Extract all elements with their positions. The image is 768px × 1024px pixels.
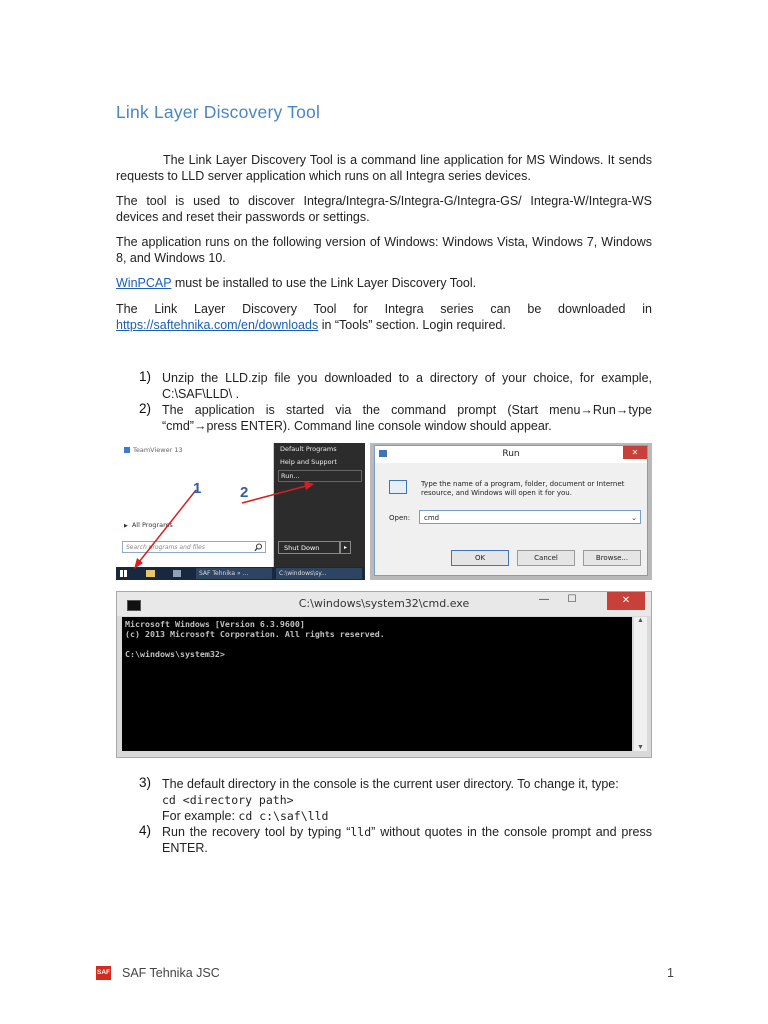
step-2-number: 2) [139,401,152,416]
close-icon[interactable]: ✕ [623,446,647,459]
step-4-text-a: Run the recovery tool by typing “ [162,825,351,839]
step-4-number: 4) [139,823,152,838]
devices-paragraph: The tool is used to discover Integra/Integra-S/Integra-G/Integra-GS/ Integra-W/Integra-WS devices and reset their passwords or settings. [116,194,652,224]
taskbar-browser-button[interactable]: SAF Tehnika » ... [196,568,272,579]
step-3-example-code: cd c:\saf\lld [238,809,329,823]
all-programs-label: All Programs [131,521,173,529]
cancel-button[interactable]: Cancel [517,550,575,566]
close-icon[interactable]: ✕ [607,592,645,610]
download-text: in “Tools” section. Login required. [318,318,506,332]
teamviewer-label: TeamViewer 13 [133,446,183,454]
open-input[interactable] [419,510,641,524]
shutdown-options-button[interactable]: ▸ [340,541,351,554]
scroll-down-icon[interactable]: ▼ [637,744,644,751]
cmd-output [125,619,385,659]
windows-versions-paragraph: The application runs on the following version of Windows: Windows Vista, Windows 7, Windows 8, and Windows 10. [116,235,652,265]
downloads-link[interactable]: https://saftehnika.com/en/downloads [116,318,319,332]
run-window [374,445,648,576]
run-program-icon [389,480,407,494]
download-paragraph-line2 [116,317,652,333]
step-2-text: The application is started via the command prompt (Start menu→Run→type “cmd”→press ENTER). Command line console window should appear. [162,403,652,433]
step-3-text [162,776,652,824]
arrow-2-head [304,481,314,490]
run-title: Run [375,446,647,463]
download-paragraph-line1: The Link Layer Discovery Tool for Integra series can be downloaded in [116,302,652,316]
open-input-value: cmd [424,514,440,522]
run-item[interactable]: Run... [278,470,362,482]
step-3-line-1: The default directory in the console is the current user directory. To change it, type: [162,777,619,791]
browse-button[interactable]: Browse... [583,550,641,566]
step-3-example-label: For example: [162,809,239,823]
arrow-1 [139,490,196,562]
cmd-console[interactable] [122,617,632,751]
step-4-code: lld [350,825,372,839]
triangle-right-icon: ▶ [124,523,128,529]
winpcap-paragraph [116,275,652,291]
start-search-input[interactable]: Search programs and files [122,541,266,553]
annotation-1: 1 [193,480,202,497]
scroll-up-icon[interactable]: ▲ [637,617,644,624]
cmd-window-screenshot [116,591,652,758]
page-number: 1 [667,966,674,980]
start-menu-screenshot [116,443,365,580]
step-4-text-b: ” without quotes in the console prompt and press ENTER. [162,825,652,855]
cmd-line-1: Microsoft Windows [Version 6.3.9600] [125,619,305,629]
cmd-app-icon [127,600,141,611]
ok-button[interactable]: OK [451,550,509,566]
cmd-title: C:\windows\system32\cmd.exe [117,592,651,616]
maximize-icon[interactable]: ☐ [567,594,577,605]
intro-paragraph: The Link Layer Discovery Tool is a command line application for MS Windows. It sends requests to LLD server application which runs on all Integra series devices. [116,153,652,183]
step-1-text: Unzip the LLD.zip file you downloaded to a directory of your choice, for example, C:\SAF\LLD\ . [162,371,652,401]
shutdown-button[interactable]: Shut Down [278,541,340,554]
run-description: Type the name of a program, folder, document or Internet resource, and Windows will open it for you. [421,480,625,497]
page-title: Link Layer Discovery Tool [116,102,321,122]
open-label: Open: [389,514,411,522]
saf-logo: SAF [96,966,111,980]
step-3-code: cd <directory path> [162,793,294,807]
arrow-2 [242,486,306,503]
cmd-line-4: C:\windows\system32> [125,649,225,659]
cmd-line-2: (c) 2013 Microsoft Corporation. All rights reserved. [125,629,385,639]
chevron-down-icon[interactable]: ⌄ [631,514,637,522]
footer-company: SAF Tehnika JSC [122,966,220,980]
step-1-number: 1) [139,369,152,384]
cmd-scrollbar[interactable] [634,617,647,751]
step-3-example [162,808,652,824]
run-app-icon [379,450,387,457]
taskbar-cmd-button[interactable]: C:\windows\sy... [276,568,362,579]
default-programs-item[interactable]: Default Programs [280,445,337,453]
step-3-number: 3) [139,775,152,790]
winpcap-text: must be installed to use the Link Layer Discovery Tool. [171,276,477,290]
run-dialog-screenshot [370,443,652,580]
step-4-text [162,824,652,856]
minimize-icon[interactable]: — [539,594,549,605]
annotation-2: 2 [240,484,249,501]
help-support-item[interactable]: Help and Support [280,458,337,466]
winpcap-link[interactable]: WinPCAP [116,276,172,290]
annotation-arrows [116,443,365,580]
